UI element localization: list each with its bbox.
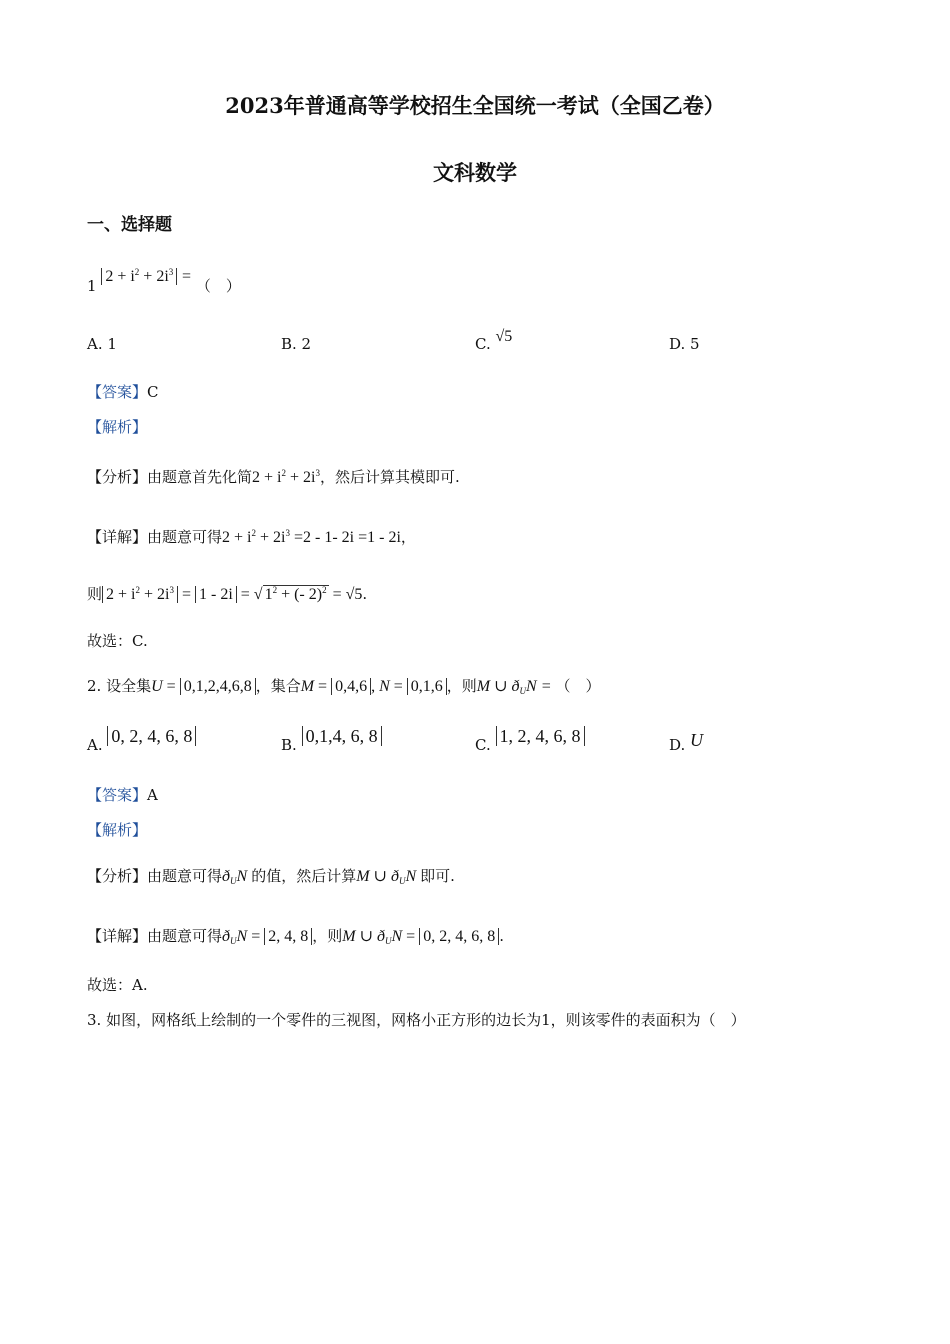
q1-xiangjie-tag: 【详解】 [87, 528, 148, 546]
q1-xiangjie-pre: 由题意可得 [147, 528, 223, 546]
q2-fenxi-tag: 【分析】 [87, 867, 148, 885]
page-title: 2023年普通高等学校招生全国统一考试（全国乙卷） [225, 93, 725, 118]
q2-answer-tag: 【答案】 [87, 786, 148, 804]
q1-analysis-tag: 【解析】 [87, 418, 148, 436]
q1-option-c [475, 328, 513, 355]
q1-equals: = [182, 268, 192, 285]
q1-fenxi-tag: 【分析】 [87, 468, 148, 486]
q1-final: 故选：C. [87, 632, 148, 650]
q3-stem: 3. 如图，网格纸上绘制的一个零件的三视图，网格小正方形的边长为1，则该零件的表面积为（ ） [87, 1011, 746, 1029]
q2-option-b-label: B. [281, 736, 297, 754]
q2-answer [87, 785, 158, 805]
q2-option-b-value: 0,1,4, 6, 8 [302, 726, 382, 746]
q2-fenxi-cun: $ð_UN$ [222, 868, 252, 886]
q2-pre: 2. 设全集 [87, 677, 152, 695]
q2-xiangjie-pre: 由题意可得 [147, 927, 223, 945]
section-heading: 一、选择题 [87, 215, 172, 235]
q1-xiangjie [87, 523, 416, 548]
q2-var-m: M [300, 678, 315, 695]
q2-option-d-value: U [690, 730, 704, 750]
q1-option-c-value: √5 [495, 328, 513, 345]
q2-xiangjie-cun: $ð_UN$ [222, 928, 248, 946]
q1-number: 1 [87, 277, 97, 295]
q1-answer [87, 382, 159, 402]
page-subtitle: 文科数学 [433, 160, 517, 185]
q2-option-d-label: D. [669, 736, 686, 754]
q2-xiangjie-end: . [499, 927, 504, 945]
q1-fenxi-expression: $2 + i^2 + 2i^3$ [252, 468, 320, 486]
q2-option-d [669, 730, 704, 755]
q1-modulus-line: 则 $2 + i^2 + 2i^3 = 1 - 2i$ = √ $1^2$ + (- 2)$^2$ = √5. [87, 585, 368, 603]
q2-xiangjie-expression: M ∪ $ð_UN$ [342, 928, 403, 946]
q1-option-c-label: C. [475, 335, 491, 353]
q1-paren: （ ） [195, 277, 241, 295]
q2-xiangjie-mid: ，则 [312, 927, 343, 945]
q2-set-m: 0,4,6 [331, 678, 371, 695]
q1-stem [87, 267, 241, 297]
q2-xiangjie-tag: 【详解】 [87, 927, 148, 945]
q2-set-cun: 2, 4, 8 [264, 928, 312, 945]
q1-modulus-radicand: $1^2$ + (- 2)$^2$ [264, 585, 327, 603]
q1-option-b: B. 2 [281, 335, 312, 353]
q2-mid2: ，则 [446, 677, 477, 695]
q2-paren: （ ） [555, 677, 601, 695]
q1-modulus-expression: $2 + i^2 + 2i^3$ [102, 586, 178, 603]
q2-xiangjie: 【详解】由题意可得$ð_UN = 2$, 4, 8 ，则M ∪ $ð_UN = 0$, 2, 4, 6, 8 . [87, 927, 504, 946]
q1-fenxi [87, 463, 460, 488]
q2-fenxi-post: 即可. [420, 867, 455, 885]
q2-option-a-label: A. [87, 736, 103, 754]
q1-xiangjie-post: ， [400, 528, 416, 546]
q1-xiangjie-result: =2 - 1- 2i =1 - 2i [293, 529, 401, 546]
q2-var-u: U [151, 678, 163, 695]
q1-option-a: A. 1 [87, 335, 117, 353]
q1-ze-end: . [362, 585, 368, 603]
q1-option-d: D. 5 [669, 335, 700, 353]
q1-answer-tag: 【答案】 [87, 383, 148, 401]
q2-fenxi [87, 866, 455, 891]
q1-ze: 则 [87, 585, 103, 603]
q2-option-b [281, 726, 382, 755]
q2-set-u: 0,1,2,4,6,8 [180, 678, 256, 695]
q1-expression: $2 + i^2 + 2i^3$ [101, 268, 177, 285]
q2-fenxi-pre: 由题意可得 [147, 867, 223, 885]
q2-set-result: 0, 2, 4, 6, 8 [419, 928, 499, 945]
q1-answer-value: C [147, 383, 159, 401]
q2-final: 故选：A. [87, 976, 148, 994]
q2-answer-value: A [147, 786, 158, 804]
q1-modulus-simplified: 1 - 2i [195, 586, 237, 603]
q2-expression: M ∪ $ð_UN$ = [476, 678, 556, 696]
q2-option-a [87, 726, 196, 755]
q1-xiangjie-expression: $2 + i^2 + 2i^3$ [222, 528, 290, 546]
q2-mid1: ，集合 [255, 677, 301, 695]
q2-option-c-value: 1, 2, 4, 6, 8 [496, 726, 585, 746]
q1-fenxi-pre: 由题意首先化简 [147, 468, 253, 486]
q2-fenxi-expression: M ∪ $ð_UN$ [356, 868, 421, 886]
q2-option-a-value: 0, 2, 4, 6, 8 [107, 726, 196, 746]
q2-var-n: N [379, 678, 390, 695]
q2-fenxi-mid: 的值，然后计算 [251, 867, 357, 885]
q2-analysis-tag: 【解析】 [87, 821, 148, 839]
q1-fenxi-post: ，然后计算其模即可. [319, 468, 460, 486]
q2-stem: 2. 设全集U = 0,1,2,4,6,8 ，集合M = 0,4,6 , N = 0,1,6 ，则M ∪ $ð_UN$ = （ ） [87, 677, 601, 696]
q2-option-c [475, 726, 585, 755]
q2-option-c-label: C. [475, 736, 491, 754]
q2-set-n: 0,1,6 [407, 678, 447, 695]
